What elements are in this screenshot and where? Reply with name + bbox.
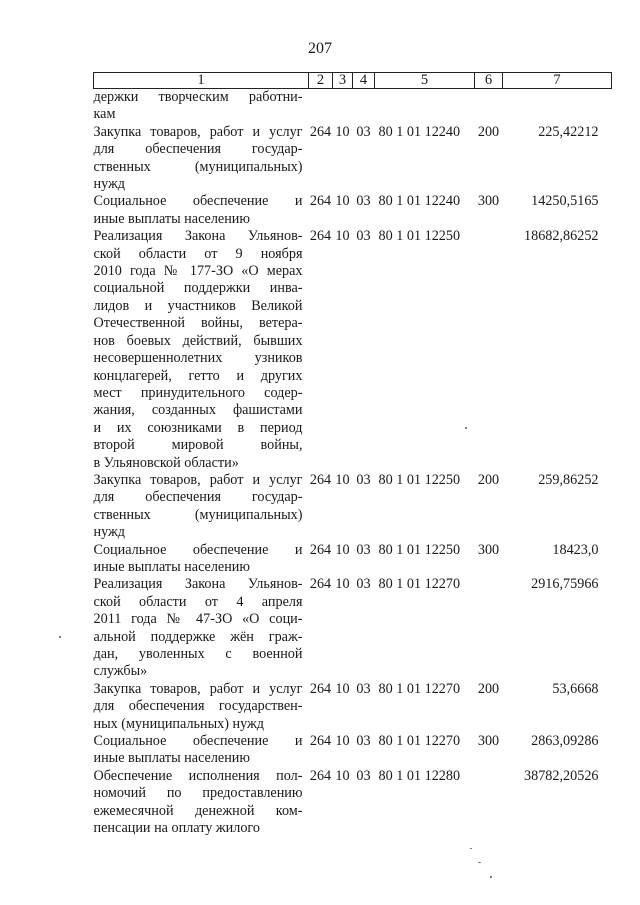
row-amount: 18423,0 [552, 541, 599, 558]
description-line: 2011 года № 47-ЗО «О соци- [93, 611, 303, 628]
row-chapter-code: 264 [309, 471, 332, 488]
description-line: Социальное обеспечение и [93, 541, 303, 558]
row-target-article: 80 1 01 12280 [378, 767, 461, 784]
row-target-article: 80 1 01 12250 [378, 471, 461, 488]
description-line: Закупка товаров, работ и услуг [93, 123, 303, 140]
table-row [94, 733, 612, 768]
description-line: иные выплаты населению [93, 210, 250, 227]
description-line: жания, созданных фашистами [93, 402, 303, 419]
row-subsection-code [353, 89, 375, 124]
row-section-code: 10 [335, 228, 350, 245]
row-section-code: 10 [335, 680, 350, 697]
row-amount: 225,42212 [538, 123, 599, 140]
row-expense-type: 200 [477, 123, 500, 140]
description-line: службы» [93, 663, 148, 680]
table-row [94, 576, 612, 680]
description-line: Реализация Закона Ульянов- [93, 576, 303, 593]
description-line: ской области от 4 апреля [93, 593, 303, 610]
description-line: ской области от 9 ноября [93, 245, 303, 262]
row-description [94, 542, 309, 577]
row-section-code: 10 [335, 767, 350, 784]
description-line: иные выплаты населению [93, 558, 250, 575]
description-line: ных (муниципальных) нужд [93, 715, 265, 732]
row-section-code: 10 [335, 123, 350, 140]
row-section-code: 10 [335, 733, 350, 750]
table-row [94, 89, 612, 124]
scan-speck [465, 427, 467, 429]
description-line: держки творческим работни- [93, 89, 303, 105]
row-target-article: 80 1 01 12270 [378, 576, 461, 593]
header-col-3: 3 [333, 73, 353, 89]
row-section-code: 10 [335, 193, 350, 210]
description-line: Социальное обеспечение и [93, 733, 303, 750]
description-line: Закупка товаров, работ и услуг [93, 680, 303, 697]
row-subsection-code: 03 [356, 228, 371, 245]
description-line: для обеспечения государ- [93, 141, 303, 158]
row-expense-type: 300 [477, 733, 500, 750]
row-description [94, 681, 309, 733]
scan-speck [59, 636, 61, 638]
row-chapter-code: 264 [309, 228, 332, 245]
row-subsection-code: 03 [356, 541, 371, 558]
row-description [94, 576, 309, 680]
row-description [94, 228, 309, 472]
row-subsection-code: 03 [356, 123, 371, 140]
description-line: Реализация Закона Ульянов- [93, 228, 303, 245]
description-line: нужд [93, 176, 126, 193]
description-line: Закупка товаров, работ и услуг [93, 471, 303, 488]
row-amount: 2916,75966 [531, 576, 599, 593]
row-chapter-code: 264 [309, 123, 332, 140]
row-amount: 53,6668 [552, 680, 599, 697]
scan-speck [470, 848, 472, 849]
description-line: в Ульяновской области» [93, 454, 239, 471]
scan-speck [490, 876, 492, 878]
description-line: Обеспечение исполнения пол- [93, 767, 303, 784]
row-chapter-code: 264 [309, 680, 332, 697]
row-description [94, 472, 309, 542]
row-description [94, 124, 309, 194]
row-target-article [375, 89, 475, 124]
row-amount: 38782,20526 [524, 767, 599, 784]
row-target-article: 80 1 01 12250 [378, 228, 461, 245]
description-line: мест принудительного содер- [93, 384, 303, 401]
row-target-article: 80 1 01 12270 [378, 680, 461, 697]
table-row [94, 124, 612, 194]
header-col-2: 2 [309, 73, 333, 89]
header-col-4: 4 [353, 73, 375, 89]
row-description [94, 89, 309, 124]
description-line: для обеспечения государствен- [93, 698, 303, 715]
row-amount: 2863,09286 [531, 733, 599, 750]
row-target-article: 80 1 01 12240 [378, 193, 461, 210]
row-section-code: 10 [335, 471, 350, 488]
description-line: иные выплаты населению [93, 750, 250, 767]
row-expense-type: 200 [477, 471, 500, 488]
row-target-article: 80 1 01 12270 [378, 733, 461, 750]
row-section-code [333, 89, 353, 124]
row-subsection-code: 03 [356, 193, 371, 210]
row-expense-type: 200 [477, 680, 500, 697]
description-line: социальной поддержки инва- [93, 280, 303, 297]
page-number: 207 [308, 40, 332, 57]
description-line: концлагерей, гетто и других [93, 367, 303, 384]
header-col-7: 7 [503, 73, 612, 89]
row-amount: 14250,5165 [531, 193, 599, 210]
description-line: Социальное обеспечение и [93, 193, 303, 210]
description-line: и их союзниками в период [93, 419, 303, 436]
row-chapter-code: 264 [309, 767, 332, 784]
row-subsection-code: 03 [356, 733, 371, 750]
row-chapter-code: 264 [309, 733, 332, 750]
description-line: для обеспечения государ- [93, 489, 303, 506]
row-chapter-code [309, 89, 333, 124]
row-expense-type: 300 [477, 541, 500, 558]
description-line: второй мировой войны, [93, 437, 303, 454]
header-col-6: 6 [475, 73, 503, 89]
table-row [94, 472, 612, 542]
description-line: 2010 года № 177-ЗО «О мерах [93, 263, 303, 280]
table-row [94, 542, 612, 577]
table-row [94, 228, 612, 472]
row-section-code: 10 [335, 541, 350, 558]
description-line: несовершеннолетних узников [93, 350, 303, 367]
row-subsection-code: 03 [356, 576, 371, 593]
description-line: ежемесячной денежной ком- [93, 802, 303, 819]
description-line: лидов и участников Великой [93, 297, 303, 314]
row-expense-type [475, 89, 503, 124]
row-target-article: 80 1 01 12240 [378, 123, 461, 140]
row-chapter-code: 264 [309, 576, 332, 593]
header-col-1: 1 [94, 73, 309, 89]
description-line: пенсации на оплату жилого [93, 820, 260, 837]
row-amount: 18682,86252 [524, 228, 599, 245]
description-line: альной поддержке жён граж- [93, 628, 303, 645]
row-expense-type [475, 768, 503, 838]
row-chapter-code: 264 [309, 193, 332, 210]
description-line: кам [93, 106, 116, 123]
row-subsection-code: 03 [356, 471, 371, 488]
table-row [94, 768, 612, 838]
description-line: номочий по предоставлению [93, 785, 303, 802]
budget-table [93, 72, 612, 837]
description-line: нужд [93, 524, 126, 541]
row-description [94, 193, 309, 228]
row-target-article: 80 1 01 12250 [378, 541, 461, 558]
row-description [94, 768, 309, 838]
table-body [94, 89, 612, 838]
row-subsection-code: 03 [356, 767, 371, 784]
description-line: ственных (муниципальных) [93, 158, 303, 175]
description-line: Отечественной войны, ветера- [93, 315, 303, 332]
row-amount [503, 89, 612, 124]
row-amount: 259,86252 [538, 471, 599, 488]
description-line: дан, уволенных с военной [93, 646, 303, 662]
row-expense-type [475, 576, 503, 680]
table-row [94, 193, 612, 228]
table-header-row [94, 73, 612, 89]
header-col-5: 5 [375, 73, 475, 89]
description-line: ственных (муниципальных) [93, 506, 303, 523]
scan-speck [478, 862, 481, 863]
description-line: нов боевых действий, бывших [93, 332, 303, 349]
row-description [94, 733, 309, 768]
row-subsection-code: 03 [356, 680, 371, 697]
row-section-code: 10 [335, 576, 350, 593]
row-expense-type [475, 228, 503, 472]
row-expense-type: 300 [477, 193, 500, 210]
table-row [94, 681, 612, 733]
row-chapter-code: 264 [309, 541, 332, 558]
